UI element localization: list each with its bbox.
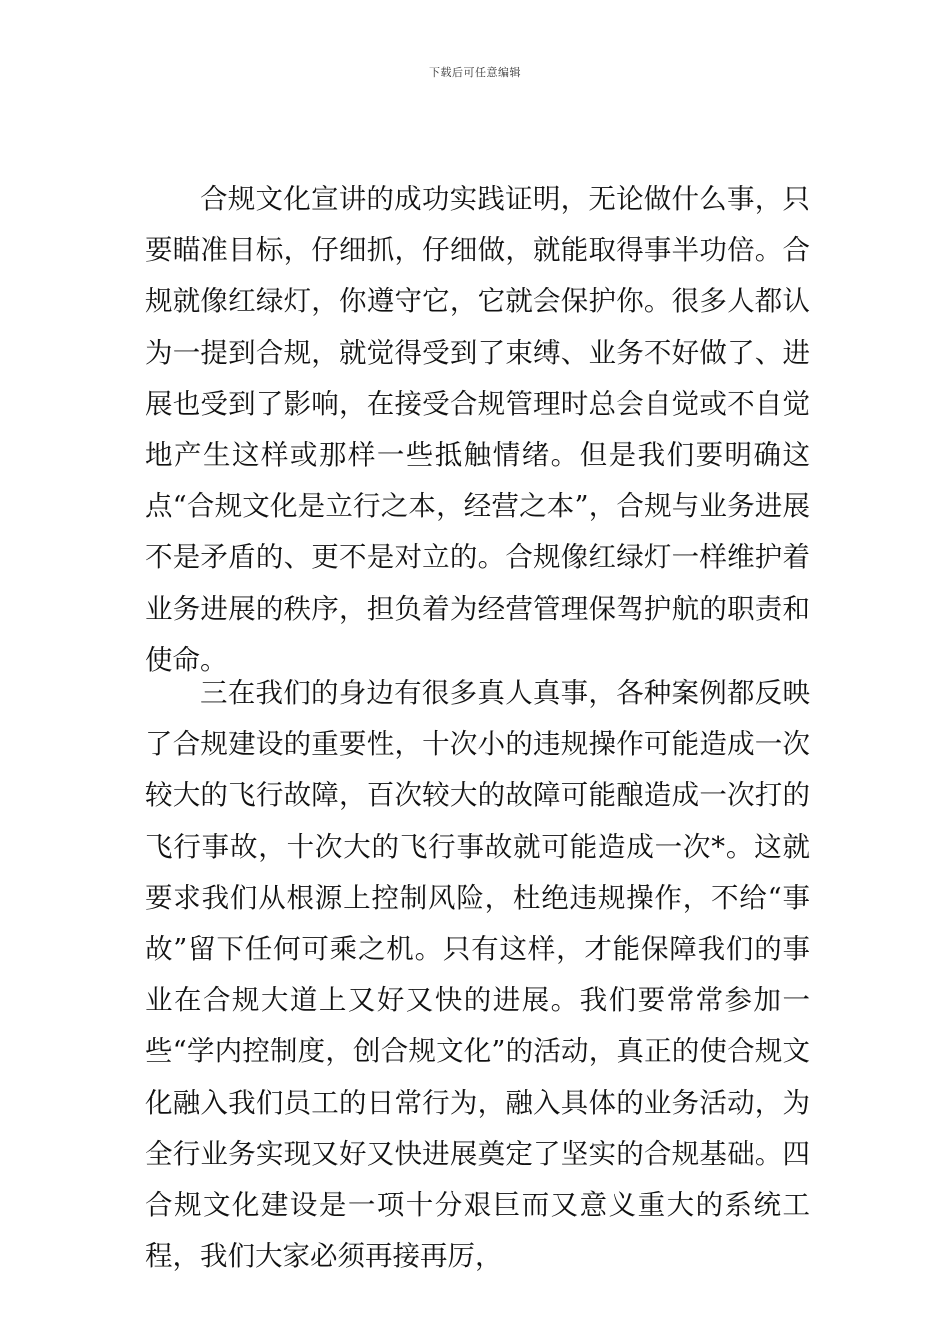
paragraph-case-examples: 三在我们的身边有很多真人真事，各种案例都反映了合规建设的重要性，十次小的违规操作可能造成一次较大的飞行故障，百次较大的故障可能酿造成一次打的飞行事故，十次大的飞行事故就可能造成一次*。这就要求我们从根源上控制风险，杜绝违规操作，不给“事故”留下任何可乘之机。只有这样，才能保障我们的事业在合规大道上又好又快的进展。我们要常常参加一些“学内控制度，创合规文化”的活动，真正的使合规文化融入我们员工的日常行为，融入具体的业务活动，为全行业务实现又好又快进展奠定了坚实的合规基础。四合规文化建设是一项十分艰巨而又意义重大的系统工程，我们大家必须再接再厉， <box>145 677 810 1273</box>
paragraph-compliance-culture: 合规文化宣讲的成功实践证明，无论做什么事，只要瞄准目标，仔细抓，仔细做，就能取得事半功倍。合规就像红绿灯，你遵守它，它就会保护你。很多人都认为一提到合规，就觉得受到了束缚、业务不好做了、进展也受到了影响，在接受合规管理时总会自觉或不自觉地产生这样或那样一些抵触情绪。但是我们要明确这点“合规文化是立行之本，经营之本”，合规与业务进展不是矛盾的、更不是对立的。合规像红绿灯一样维护着业务进展的秩序，担负着为经营管理保驾护航的职责和使命。 <box>145 183 810 676</box>
page-header: 下载后可任意编辑 <box>429 66 521 79</box>
